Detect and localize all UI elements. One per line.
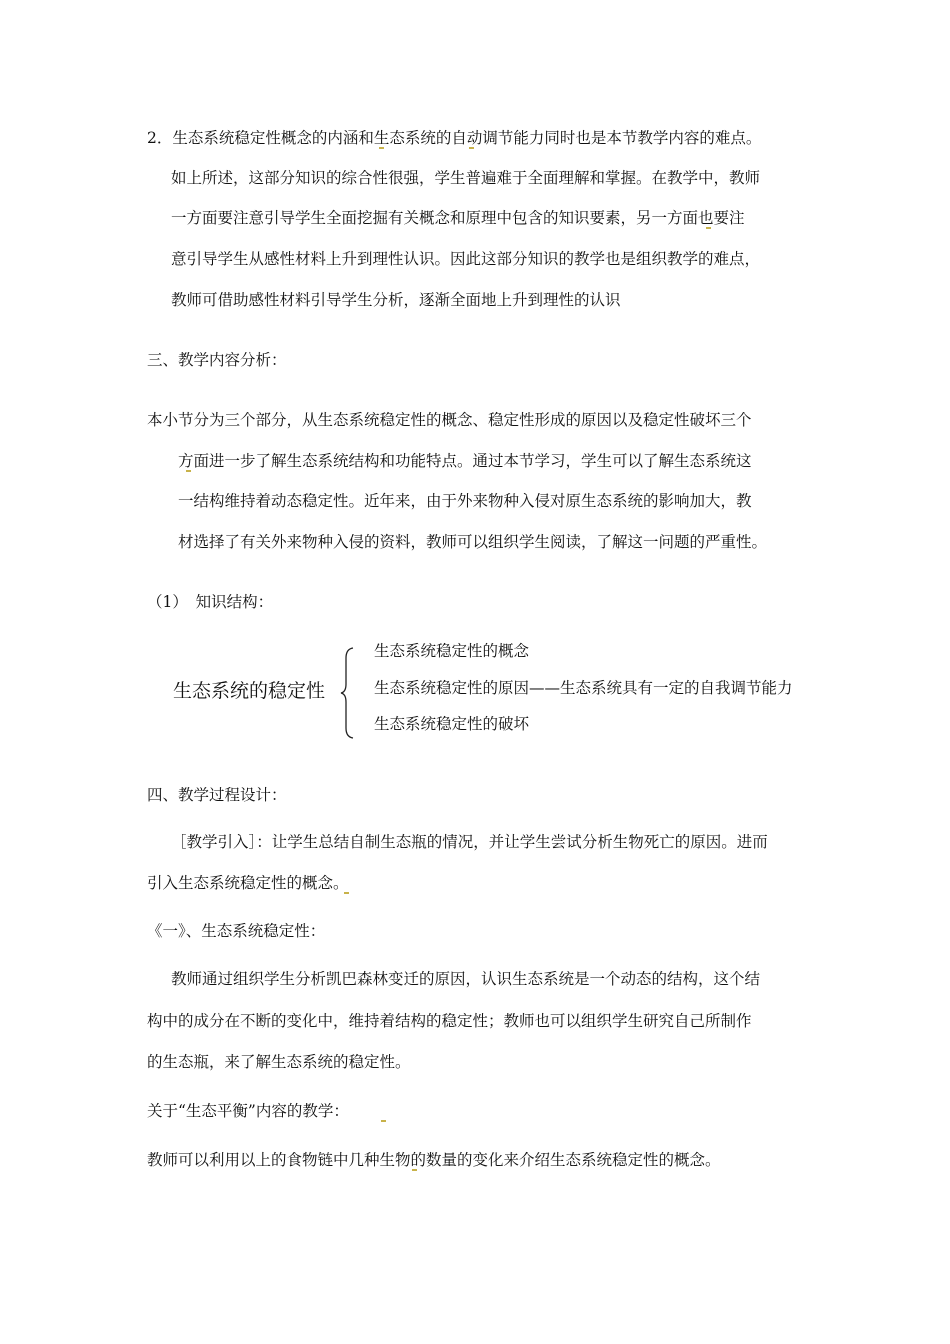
intro-line-1: ［教学引入］：让学生总结自制生态瓶的情况，并让学生尝试分析生物死亡的原因。进而 <box>171 833 768 851</box>
scan-mark <box>379 147 384 149</box>
section-3-line-2: 方面进一步了解生态系统结构和功能特点。通过本节学习，学生可以了解生态系统这 <box>178 452 752 470</box>
diagram-item-3: 生态系统稳定性的破坏 <box>374 715 530 733</box>
difficulty-line-5: 教师可借助感性材料引导学生分析，逐渐全面地上升到理性的认识 <box>171 291 621 309</box>
scan-mark <box>186 470 191 472</box>
section-3-line-4: 材选择了有关外来物种入侵的资料，教师可以组织学生阅读，了解这一问题的严重性。 <box>178 533 768 551</box>
difficulty-line-2: 如上所述，这部分知识的综合性很强，学生普遍难于全面理解和掌握。在教学中，教师 <box>171 169 761 187</box>
section-3-heading: 三、教学内容分析： <box>147 351 287 369</box>
difficulty-line-3: 一方面要注意引导学生全面挖掘有关概念和原理中包含的知识要素，另一方面也要注 <box>171 209 745 227</box>
knowledge-structure-heading: （1） 知识结构： <box>147 593 274 611</box>
difficulty-line-4: 意引导学生从感性材料上升到理性认识。因此这部分知识的教学也是组织教学的难点， <box>171 250 761 268</box>
scan-mark <box>469 147 474 149</box>
diagram-item-1: 生态系统稳定性的概念 <box>374 642 530 660</box>
brace-icon <box>340 646 356 740</box>
scan-mark <box>344 892 349 894</box>
paragraph-line-3: 的生态瓶，来了解生态系统的稳定性。 <box>147 1053 411 1071</box>
paragraph-line-2: 构中的成分在不断的变化中，维持着结构的稳定性；教师也可以组织学生研究自己所制作 <box>147 1012 752 1030</box>
difficulty-line-1: 2．生态系统稳定性概念的内涵和生态系统的自动调节能力同时也是本节教学内容的难点。 <box>147 129 762 147</box>
balance-heading: 关于“生态平衡”内容的教学： <box>147 1102 349 1120</box>
section-3-line-1: 本小节分为三个部分，从生态系统稳定性的概念、稳定性形成的原因以及稳定性破坏三个 <box>147 411 752 429</box>
scan-mark <box>706 227 711 229</box>
balance-line: 教师可以利用以上的食物链中几种生物的数量的变化来介绍生态系统稳定性的概念。 <box>147 1151 721 1169</box>
section-3-line-3: 一结构维持着动态稳定性。近年来，由于外来物种入侵对原生态系统的影响加大，教 <box>178 492 752 510</box>
paragraph-line-1: 教师通过组织学生分析凯巴森林变迁的原因，认识生态系统是一个动态的结构，这个结 <box>171 970 761 988</box>
intro-line-2: 引入生态系统稳定性的概念。 <box>147 874 349 892</box>
section-4-heading: 四、教学过程设计： <box>147 786 287 804</box>
diagram-title: 生态系统的稳定性 <box>173 680 326 702</box>
sub-heading: 《一》、生态系统稳定性： <box>147 922 326 940</box>
scan-mark <box>381 1120 386 1122</box>
scan-mark <box>412 1169 417 1171</box>
diagram-item-2: 生态系统稳定性的原因——生态系统具有一定的自我调节能力 <box>374 679 793 697</box>
